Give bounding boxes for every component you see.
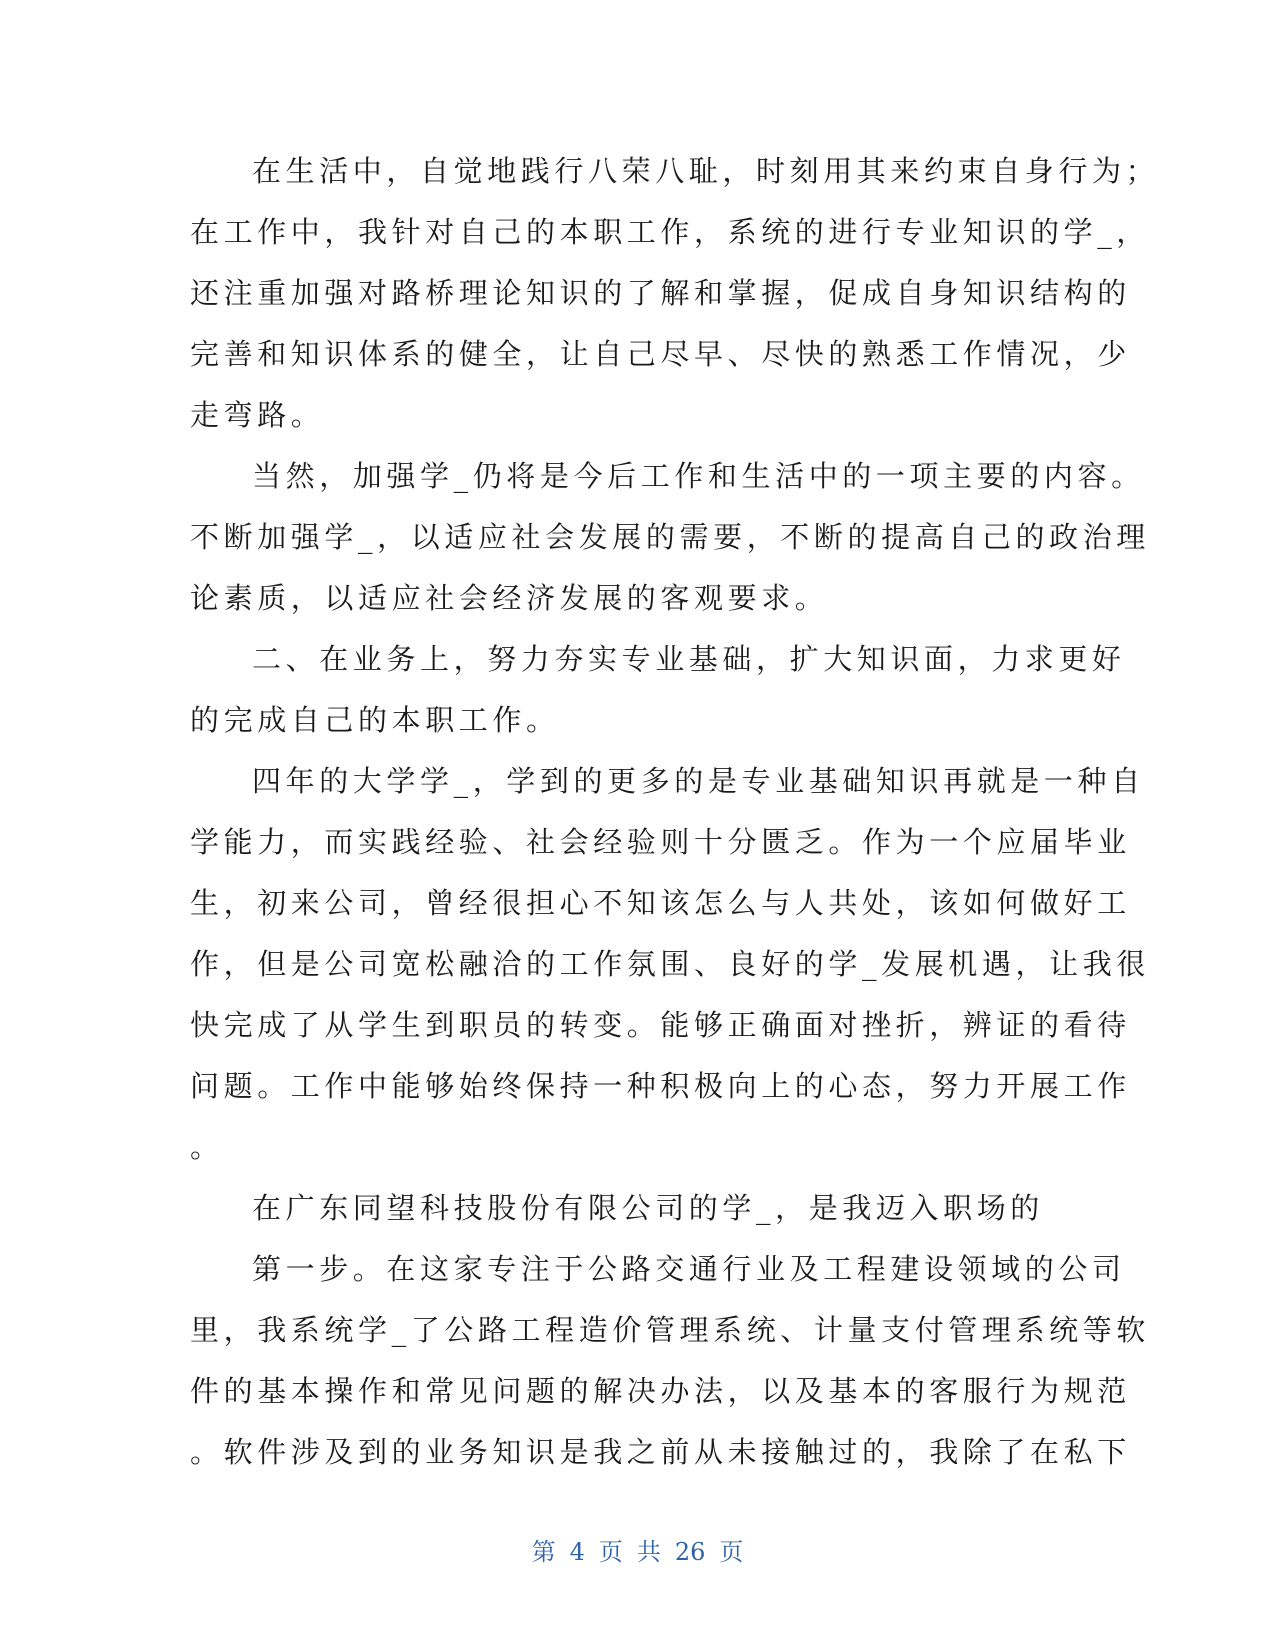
- current-page-number: 4: [569, 1538, 585, 1566]
- total-pages-number: 26: [674, 1538, 706, 1566]
- text-line: 当然，加强学_仍将是今后工作和生活中的一项主要的内容。: [252, 459, 1145, 493]
- text-line: 作，但是公司宽松融洽的工作氛围、良好的学_发展机遇，让我很: [190, 947, 1150, 981]
- text-line: 四年的大学学_，学到的更多的是专业基础知识再就是一种自: [252, 764, 1145, 798]
- footer-page-char: 页: [598, 1538, 623, 1566]
- text-line: 。: [190, 1130, 224, 1164]
- footer-prefix: 第: [531, 1538, 556, 1566]
- text-line: 里，我系统学_了公路工程造价管理系统、计量支付管理系统等软: [190, 1313, 1150, 1347]
- body-text: [190, 141, 1160, 1483]
- text-line: 走弯路。: [190, 398, 325, 432]
- text-line: 学能力，而实践经验、社会经验则十分匮乏。作为一个应届毕业: [190, 825, 1131, 859]
- text-line: 问题。工作中能够始终保持一种积极向上的心态，努力开展工作: [190, 1069, 1131, 1103]
- footer-total-char: 共: [636, 1538, 661, 1566]
- footer-suffix: 页: [719, 1538, 744, 1566]
- text-line: 在生活中，自觉地践行八荣八耻，时刻用其来约束自身行为；: [252, 154, 1160, 188]
- text-line: 二、在业务上，努力夯实专业基础，扩大知识面，力求更好: [252, 642, 1126, 676]
- text-line: 快完成了从学生到职员的转变。能够正确面对挫折，辨证的看待: [190, 1008, 1131, 1042]
- text-line: 不断加强学_，以适应社会发展的需要，不断的提高自己的政治理: [190, 520, 1150, 554]
- text-line: 论素质，以适应社会经济发展的客观要求。: [190, 581, 829, 615]
- text-line: 还注重加强对路桥理论知识的了解和掌握，促成自身知识结构的: [190, 276, 1131, 310]
- text-line: 件的基本操作和常见问题的解决办法，以及基本的客服行为规范: [190, 1374, 1131, 1408]
- text-line: 。软件涉及到的业务知识是我之前从未接触过的，我除了在私下: [190, 1435, 1131, 1469]
- page-footer: [0, 1532, 1275, 1567]
- text-line: 生，初来公司，曾经很担心不知该怎么与人共处，该如何做好工: [190, 886, 1131, 920]
- text-line: 第一步。在这家专注于公路交通行业及工程建设领域的公司: [252, 1252, 1126, 1286]
- text-line: 完善和知识体系的健全，让自己尽早、尽快的熟悉工作情况，少: [190, 337, 1131, 371]
- text-line: 的完成自己的本职工作。: [190, 703, 560, 737]
- text-line: 在广东同望科技股份有限公司的学_，是我迈入职场的: [252, 1191, 1044, 1225]
- text-line: 在工作中，我针对自己的本职工作，系统的进行专业知识的学_，: [190, 215, 1150, 249]
